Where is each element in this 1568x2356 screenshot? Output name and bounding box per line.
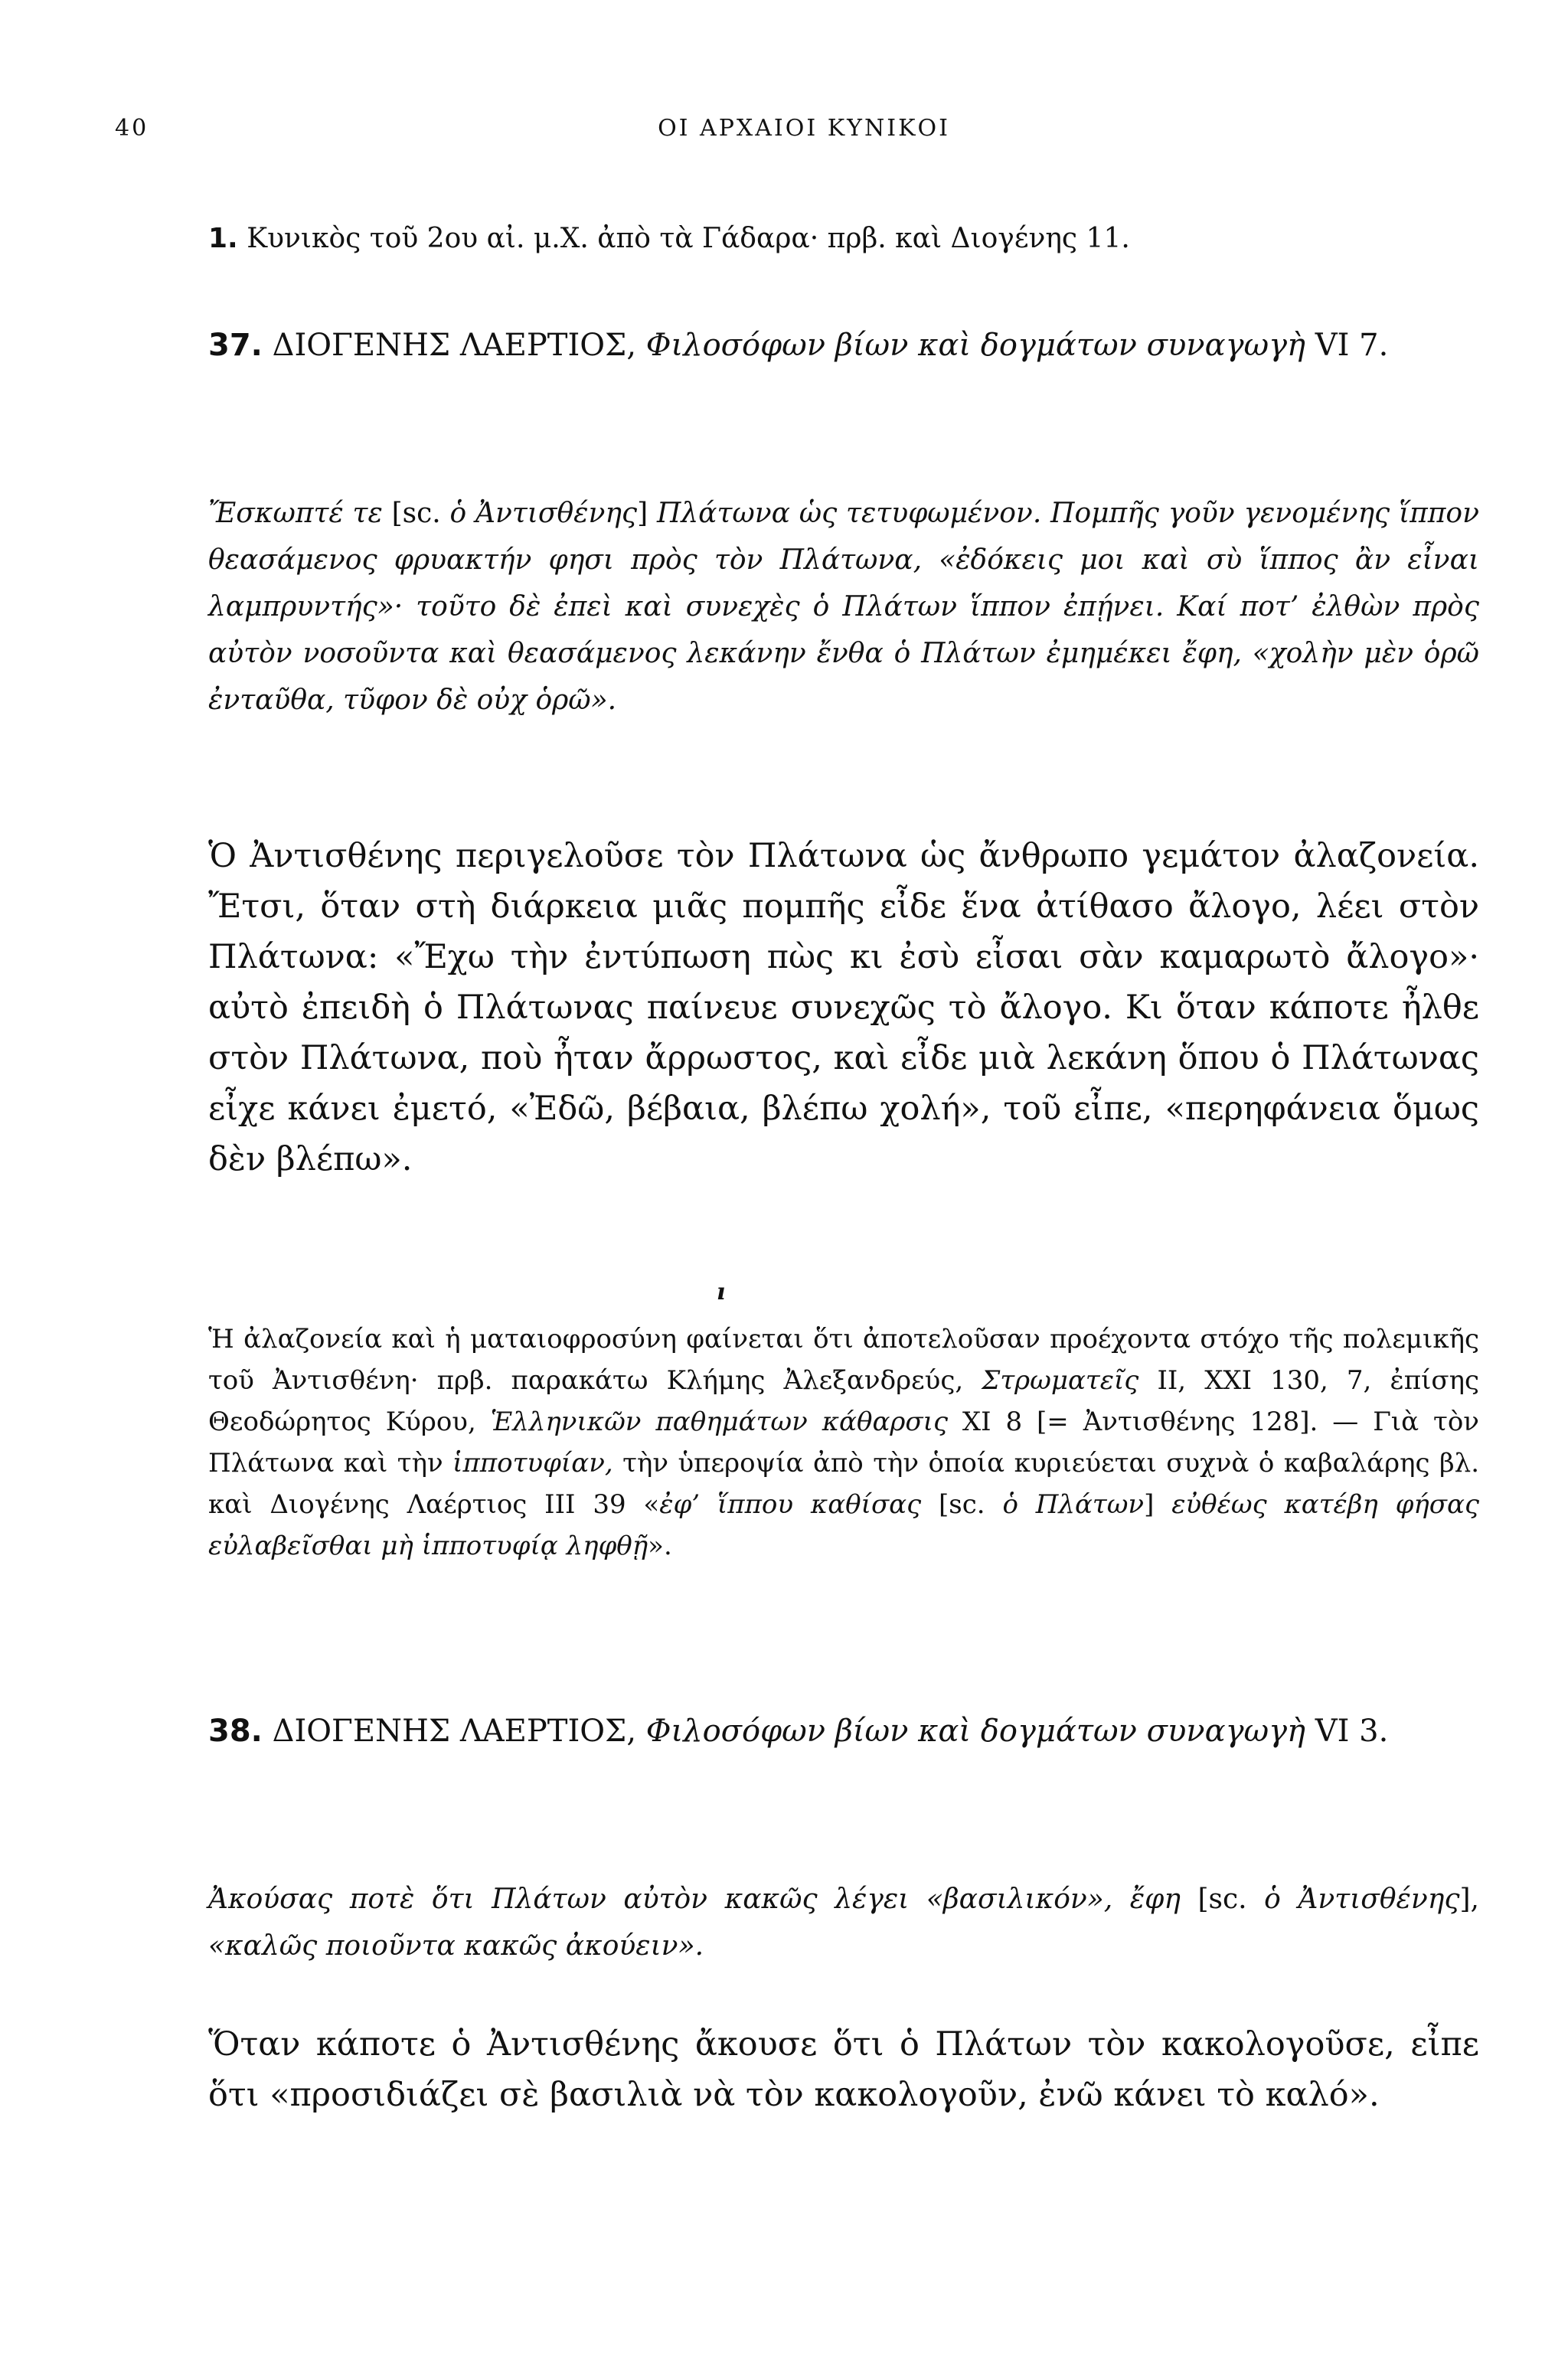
entry-37-greek-sc: [sc.	[391, 498, 441, 529]
entry-38-greek-b: ὁ Ἀντισθένης	[1264, 1884, 1460, 1915]
entry-37-greek-a: Ἔσκωπτέ τε	[208, 498, 383, 529]
entry-37-greek-close: ]	[637, 498, 648, 529]
entry-38-greek-a: Ἀκούσας ποτὲ ὅτι Πλάτων αὐτὸν κακῶς λέγει «βασιλικόν», ἔφη	[208, 1884, 1181, 1915]
footnote-text: Κυνικὸς τοῦ 2ου αἰ. μ.Χ. ἀπὸ τὰ Γάδαρα· πρβ. καὶ Διογένης 11.	[247, 223, 1130, 254]
running-title: ΟΙ ΑΡΧΑΙΟΙ ΚΥΝΙΚΟΙ	[658, 115, 950, 142]
commentary-i1: Στρωματεῖς	[982, 1365, 1139, 1396]
entry-37-translation: Ὁ Ἀντισθένης περιγελοῦσε τὸν Πλάτωνα ὡς ἄνθρωπο γεμάτον ἀλαζονεία. Ἔτσι, ὅταν στὴ διάρκεια μιᾶς πομπῆς εἶδε ἕνα ἀτίθασο ἄλογο, λέει στὸν Πλάτωνα: «Ἔχω τὴν ἐντύπωση πὼς κι ἐσὺ εἶσαι σὰν καμαρωτὸ ἄλογο»· αὐτὸ ἐπειδὴ ὁ Πλάτωνας παίνευε συνεχῶς τὸ ἄλογο. Κι ὅταν κάποτε ἦλθε στὸν Πλάτωνα, ποὺ ἦταν ἄρρωστος, καὶ εἶδε μιὰ λεκάνη ὅπου ὁ Πλάτωνας εἶχε κάνει ἐμετό, «Ἐδῶ, βέβαια, βλέπω χολή», τοῦ εἶπε, «περηφάνεια ὅμως δὲν βλέπω».	[208, 837, 1479, 1178]
entry-38-greek-c: «καλῶς ποιοῦντα κακῶς ἀκούειν».	[208, 1930, 704, 1962]
entry-38-greek-sc: [sc.	[1197, 1884, 1247, 1915]
commentary-t5: [sc.	[939, 1489, 985, 1520]
footnote-number: 1.	[208, 223, 238, 254]
entry-37-heading	[208, 322, 1479, 369]
entry-38-heading	[208, 1707, 1479, 1755]
entry-38-work: Φιλοσόφων βίων καὶ δογμάτων συναγωγὴ	[645, 1714, 1306, 1749]
commentary-t2: II, XXI 130, 7, ἐπίσης Θεοδώρητος Κύρου,	[208, 1365, 1479, 1437]
entry-38-greek-close: ],	[1459, 1884, 1479, 1915]
entry-37-number: 37.	[208, 328, 263, 363]
entry-38-translation: Ὅταν κάποτε ὁ Ἀντισθένης ἄκουσε ὅτι ὁ Πλάτων τὸν κακολογοῦσε, εἶπε ὅτι «προσιδιάζει σὲ βασιλιὰ νὰ τὸν κακολογοῦν, ἐνῶ κάνει τὸ καλό».	[208, 2025, 1479, 2114]
entry-37-author: ΔΙΟΓΕΝΗΣ ΛΑΕΡΤΙΟΣ,	[272, 328, 637, 363]
entry-38-number: 38.	[208, 1714, 263, 1749]
entry-37-greek-c: Πλάτωνα ὡς τετυφωμένον. Πομπῆς γοῦν γενομένης ἵππον θεασάμενος φρυακτήν φησι πρὸς τὸν Πλάτωνα, «ἐδόκεις μοι καὶ σὺ ἵππος ἂν εἶναι λαμπρυντής»· τοῦτο δὲ ἐπεὶ καὶ συνεχὲς ὁ Πλάτων ἵππον ἐπῄνει. Καί ποτ’ ἐλθὼν πρὸς αὐτὸν νοσοῦντα καὶ θεασάμενος λεκάνην ἔνθα ὁ Πλάτων ἐμημέκει ἔφη, «χολὴν μὲν ὁρῶ ἐνταῦθα, τῦφον δὲ οὐχ ὁρῶ».	[208, 498, 1479, 716]
commentary-i5: ὁ Πλάτων	[1002, 1489, 1145, 1520]
entry-38-greek-source	[208, 1876, 1479, 1969]
commentary-t6: ]	[1144, 1489, 1155, 1520]
commentary-t7: ».	[648, 1531, 672, 1561]
running-head	[115, 115, 1493, 161]
commentary-i2: Ἑλληνικῶν παθημάτων κάθαρσις	[490, 1407, 948, 1437]
commentary-i6: εὐθέως κατέβη φήσας εὐλαβεῖσθαι μὴ ἱπποτυφίᾳ ληφθῇ	[208, 1489, 1480, 1561]
divider-mark: ı	[717, 1279, 726, 1305]
commentary-t1: Ἡ ἀλαζονεία καὶ ἡ ματαιοφροσύνη φαίνεται ὅτι ἀποτελοῦσαν προέχοντα στόχο τῆς πολεμικῆς τοῦ Ἀντισθένη· πρβ. παρακάτω Κλήμης Ἀλεξανδρεύς,	[208, 1324, 1479, 1396]
commentary-t3: XI 8 [= Ἀντισθένης 128]. — Γιὰ τὸν Πλάτωνα καὶ τὴν	[208, 1407, 1479, 1479]
entry-38-ref: VI 3.	[1315, 1714, 1389, 1749]
commentary-t4: τὴν ὑπεροψία ἀπὸ τὴν ὁποία κυριεύεται συχνὰ ὁ καβαλάρης βλ. καὶ Διογένης Λαέρτιος III 39 «	[208, 1448, 1480, 1520]
footnote	[208, 218, 1479, 260]
commentary-i3: ἱπποτυφίαν,	[452, 1448, 613, 1479]
entry-37-greek-b: ὁ Ἀντισθένης	[449, 498, 638, 529]
entry-37-ref: VI 7.	[1315, 328, 1389, 363]
entry-38-author: ΔΙΟΓΕΝΗΣ ΛΑΕΡΤΙΟΣ,	[272, 1714, 637, 1749]
commentary-i4: ἐφ’ ἵππου καθίσας	[659, 1489, 922, 1520]
page-number: 40	[115, 115, 149, 142]
entry-37-greek-source	[208, 490, 1479, 724]
entry-37-work: Φιλοσόφων βίων καὶ δογμάτων συναγωγὴ	[645, 328, 1306, 363]
entry-37-commentary	[208, 1319, 1479, 1567]
